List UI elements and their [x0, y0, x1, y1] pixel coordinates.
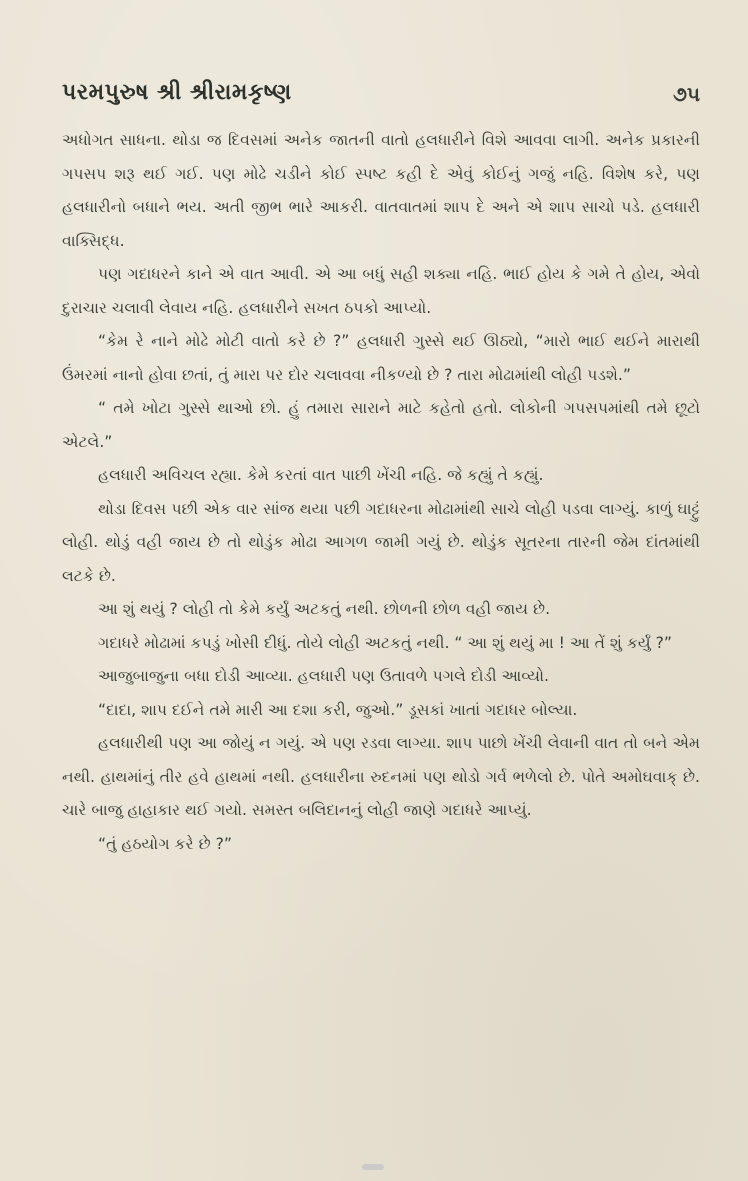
- paragraph: હલધારી અવિચલ રહ્યા. કેમે કરતાં વાત પાછી ખેંચી નહિ. જે કહ્યું તે કહ્યું.: [98, 466, 544, 484]
- paragraph: હલધારીથી પણ આ જોયું ન ગયું. એ પણ રડવા લાગ્યા. શાપ પાછો ખેંચી લેવાની વાત તો બને એમ નથી. હાથમાંનું તીર હવે હાથમાં નથી. હલધારીના રુદનમાં પણ થોડો ગર્વ ભળેલો છે. પોતે અમોઘવાક્ છે. ચારે બાજુ હાહાકાર થઈ ગયો. સમસ્ત બલિદાનનું લોહી જાણે ગદાધરે આપ્યું.: [62, 734, 700, 819]
- paragraph: આજુબાજુના બધા દોડી આવ્યા. હલધારી પણ ઉતાવળે પગલે દોડી આવ્યો.: [98, 667, 549, 685]
- paper-blemish: [362, 1164, 384, 1170]
- paragraph: ગદાધરે મોઢામાં કપડું ખોસી દીધું. તોયે લોહી અટકતું નથી. “ આ શું થયું મા ! આ તેં શું કર્યું ?”: [98, 633, 673, 652]
- paragraph: થોડા દિવસ પછી એક વાર સાંજ થયા પછી ગદાધરના મોઢામાંથી સાચે લોહી પડવા લાગ્યું. કાળું ઘાટ્ટું લોહી. થોડું વહી જાય છે તો થોડુંક મોઢા આગળ જામી ગયું છે. થોડુંક સૂતરના તારની જેમ દાંતમાંથી લટકે છે.: [62, 499, 700, 585]
- paragraph: “તું હઠયોગ કરે છે ?”: [98, 834, 232, 853]
- paragraph: પણ ગદાધરને કાને એ વાત આવી. એ આ બધું સહી શક્યા નહિ. ભાઈ હોય કે ગમે તે હોય, એવો દુરાચાર ચલાવી લેવાય નહિ. હલધારીને સખત ઠપકો આપ્યો.: [62, 265, 700, 317]
- paragraph: આ શું થયું ? લોહી તો કેમે કર્યું અટકતું નથી. છોળની છોળ વહી જાય છે.: [98, 600, 551, 618]
- body-text: [62, 124, 700, 861]
- running-header: [62, 74, 700, 114]
- paragraph: “દાદા, શાપ દઈને તમે મારી આ દશા કરી, જુઓ.” ડૂસકાં ખાતાં ગદાધર બોલ્યા.: [98, 700, 578, 719]
- paragraph: “ તમે ખોટા ગુસ્સે થાઓ છો. હું તમારા સારાને માટે કહેતો હતો. લોકોની ગપસપમાંથી તમે છૂટો એટલે.”: [62, 399, 700, 451]
- running-header-title: પરમપુરુષ શ્રી શ્રીરામકૃષ્ણ: [62, 80, 292, 105]
- page-number: ૭૫: [672, 82, 700, 106]
- paragraph: અધોગત સાધના. થોડા જ દિવસમાં અનેક જાતની વાતો હલધારીને વિશે આવવા લાગી. અનેક પ્રકારની ગપસપ શરૂ થઈ ગઈ. પણ મોઢે ચડીને કોઈ સ્પષ્ટ કહી દે એવું કોઈનું ગજું નહિ. વિશેષ કરે, પણ હલધારીનો બધાને ભય. અતી જીભ ભારે આકરી. વાતવાતમાં શાપ દે અને એ શાપ સાચો પડે. હલધારી વાક્સિદ્ધ.: [62, 131, 700, 250]
- paragraph: “કેમ રે નાને મોઢે મોટી વાતો કરે છે ?” હલધારી ગુસ્સે થઈ ઊઠ્યો, “મારો ભાઈ થઈને મારાથી ઉંમરમાં નાનો હોવા છતાં, તું મારા પર દોર ચલાવવા નીકળ્યો છે ? તારા મોઢામાંથી લોહી પડશે.”: [62, 332, 700, 384]
